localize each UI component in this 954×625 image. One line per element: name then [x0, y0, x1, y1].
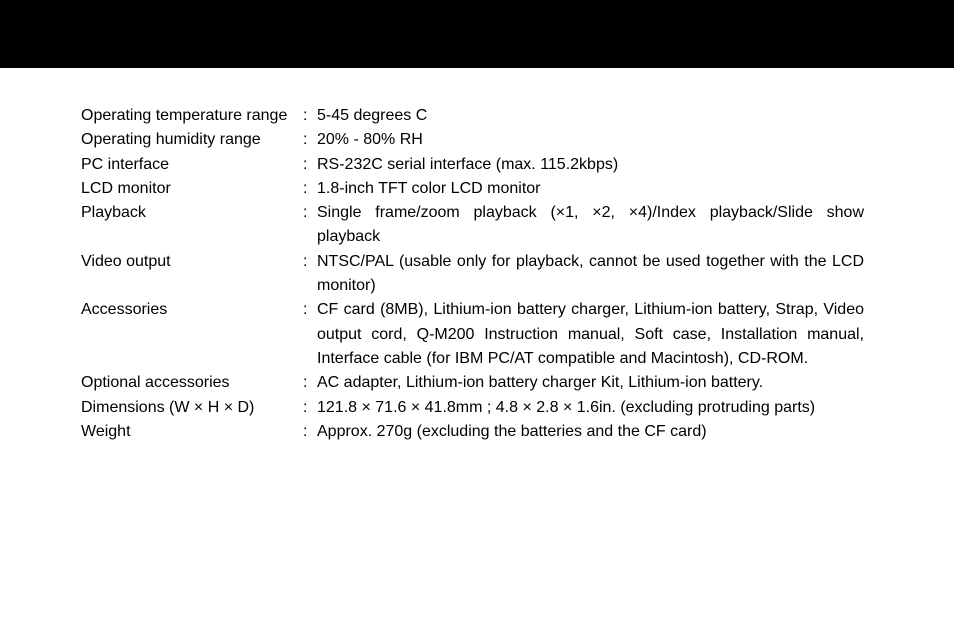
spec-value: CF card (8MB), Lithium-ion battery charger, Lithium-ion battery, Strap, Video output cord, Q-M200 Instruction manual, Soft case, Installation manual, Interface cable (for IBM PC/AT compatible and Macintosh), CD-ROM. — [317, 301, 864, 367]
spec-row-pc-interface — [81, 153, 864, 177]
spec-row-operating-humidity — [81, 128, 864, 152]
spec-separator: : — [303, 422, 308, 440]
spec-separator: : — [303, 252, 308, 270]
spec-label: Operating humidity range — [81, 131, 261, 149]
spec-value: 1.8-inch TFT color LCD monitor — [317, 179, 541, 197]
spec-row-optional-accessories — [81, 371, 864, 395]
top-black-bar — [0, 0, 954, 68]
spec-row-accessories — [81, 298, 864, 371]
spec-separator: : — [303, 155, 308, 173]
spec-label: Accessories — [81, 301, 168, 319]
spec-separator: : — [303, 131, 308, 149]
spec-row-weight — [81, 420, 864, 444]
spec-value: NTSC/PAL (usable only for playback, cannot be used together with the LCD monitor) — [317, 252, 864, 295]
spec-value: RS-232C serial interface (max. 115.2kbps) — [317, 155, 619, 173]
spec-label: LCD monitor — [81, 179, 171, 197]
spec-label: Dimensions (W × H × D) — [81, 398, 255, 416]
spec-value: Single frame/zoom playback (×1, ×2, ×4)/Index playback/Slide show playback — [317, 204, 864, 246]
spec-label: Operating temperature range — [81, 107, 288, 124]
spec-value: 5-45 degrees C — [317, 107, 428, 124]
spec-separator: : — [303, 107, 308, 124]
spec-separator: : — [303, 204, 308, 222]
spec-value: 121.8 × 71.6 × 41.8mm ; 4.8 × 2.8 × 1.6in. (excluding protruding parts) — [317, 398, 816, 416]
spec-label: Optional accessories — [81, 374, 230, 392]
spec-separator: : — [303, 374, 308, 392]
spec-label: Playback — [81, 204, 146, 222]
spec-row-video-output — [81, 250, 864, 299]
spec-row-dimensions — [81, 396, 864, 420]
spec-separator: : — [303, 179, 308, 197]
spec-label: Video output — [81, 252, 171, 270]
spec-value: Approx. 270g (excluding the batteries and the CF card) — [317, 422, 707, 440]
spec-separator: : — [303, 301, 308, 319]
spec-row-operating-temperature — [81, 104, 864, 128]
spec-value: AC adapter, Lithium-ion battery charger Kit, Lithium-ion battery. — [317, 374, 764, 392]
spec-value: 20% - 80% RH — [317, 131, 423, 149]
spec-label: Weight — [81, 422, 131, 440]
spec-label: PC interface — [81, 155, 170, 173]
spec-row-lcd-monitor — [81, 177, 864, 201]
spec-row-playback — [81, 201, 864, 250]
specifications-list — [81, 104, 864, 444]
spec-separator: : — [303, 398, 308, 416]
